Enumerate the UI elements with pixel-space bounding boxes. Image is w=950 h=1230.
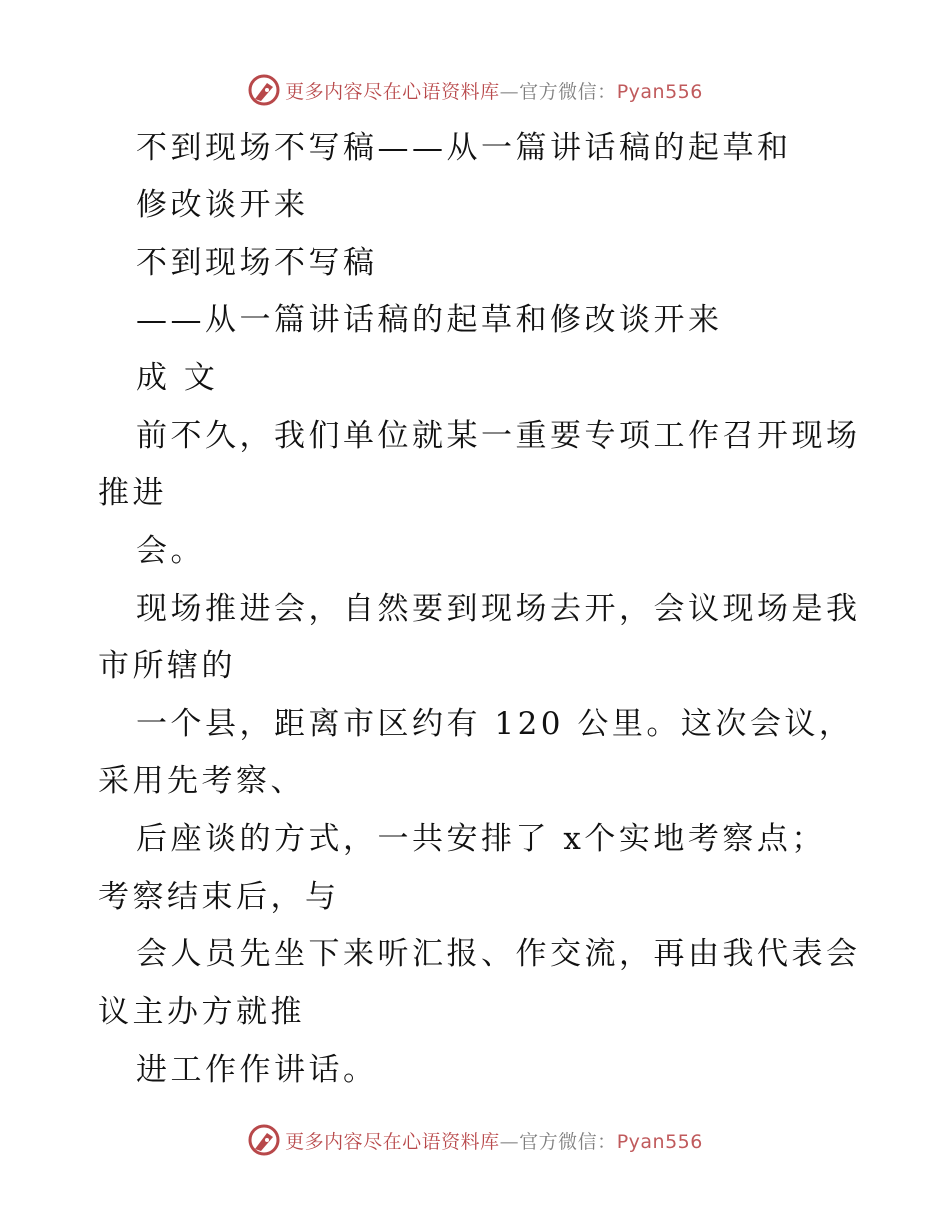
banner-dash: — — [499, 80, 520, 103]
doc-line: 现场推进会，自然要到现场去开，会议现场是我 — [136, 591, 861, 627]
doc-line: ——从一篇讲话稿的起草和修改谈开来 — [136, 302, 723, 338]
banner-wechat-label: 官方微信： — [519, 80, 617, 103]
footer-banner — [0, 1120, 950, 1160]
banner-wechat-label: 官方微信： — [519, 1130, 617, 1153]
doc-line: 市所辖的 — [98, 648, 236, 684]
banner-text — [285, 77, 703, 104]
doc-line: 后座谈的方式，一共安排了 x个实地考察点； — [136, 821, 826, 857]
doc-line: 推进 — [98, 475, 167, 511]
doc-line: 会。 — [136, 533, 205, 569]
doc-line: 会人员先坐下来听汇报、作交流，再由我代表会 — [136, 936, 861, 972]
banner-account: Pyan556 — [616, 1130, 703, 1153]
banner-text — [285, 1127, 703, 1154]
doc-line: 不到现场不写稿——从一篇讲话稿的起草和 — [136, 130, 792, 166]
banner-main-text: 更多内容尽在心语资料库 — [285, 1130, 500, 1153]
doc-line: 一个县，距离市区约有 120 公里。这次会议， — [136, 706, 854, 742]
pen-nib-circle-icon — [247, 1123, 281, 1157]
header-banner — [0, 70, 950, 110]
banner-main-text: 更多内容尽在心语资料库 — [285, 80, 500, 103]
doc-line: 进工作作讲话。 — [136, 1052, 378, 1088]
doc-line: 前不久，我们单位就某一重要专项工作召开现场 — [136, 418, 861, 454]
banner-dash: — — [499, 1130, 520, 1153]
doc-line: 不到现场不写稿 — [136, 245, 378, 281]
doc-line: 采用先考察、 — [98, 763, 305, 799]
doc-line: 修改谈开来 — [136, 187, 309, 223]
doc-line: 议主办方就推 — [98, 994, 305, 1030]
banner-account: Pyan556 — [616, 80, 703, 103]
doc-line: 考察结束后，与 — [98, 879, 340, 915]
pen-nib-circle-icon — [247, 73, 281, 107]
doc-line: 成 文 — [136, 360, 219, 396]
